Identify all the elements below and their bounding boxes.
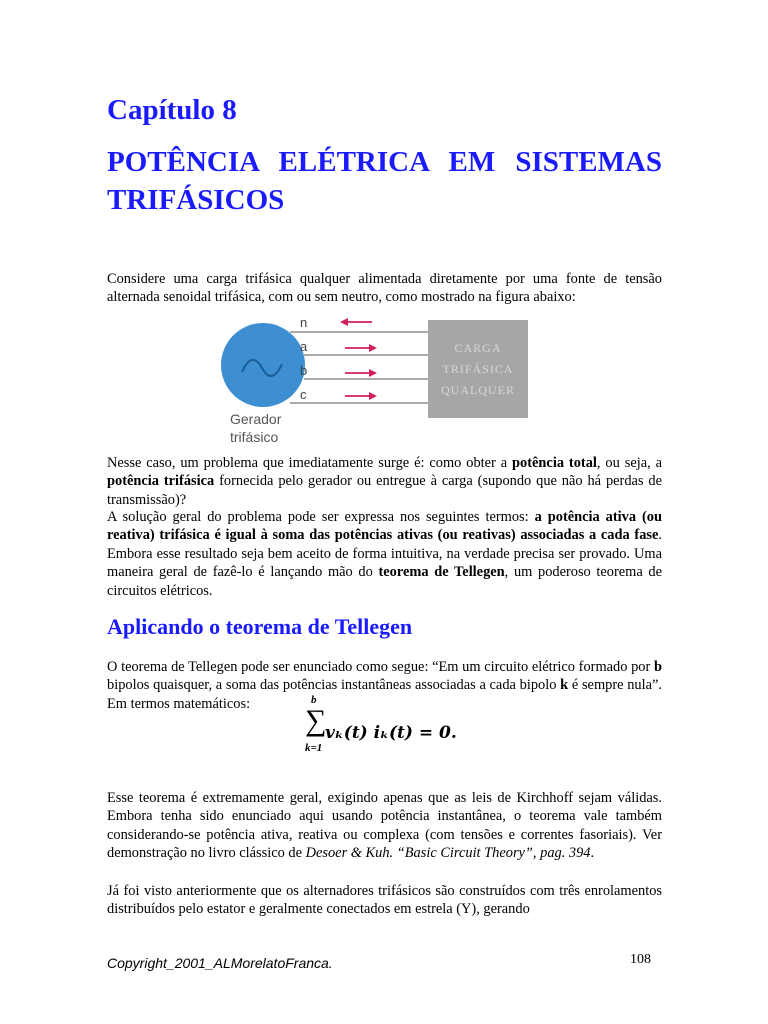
- text-run: Esse teorema é extremamente geral, exigindo apenas que as leis de Kirchhoff sejam válidas. Embora tenha sido enunciado aqui usando potência instantânea, o teorema vale também considerando-se potência ativa, reativa ou complexa (com tensões e correntes fasoriais). Ver demonstração no livro clássico de: [107, 790, 662, 862]
- sum-lower-limit: k=1: [305, 742, 323, 754]
- section-heading: Aplicando o teorema de Tellegen: [107, 614, 413, 639]
- page-number: 108: [630, 952, 651, 967]
- load-label-line1: CARGA: [454, 341, 502, 355]
- generator-label-line1: Gerador: [230, 411, 282, 427]
- bold-term: teorema de Tellegen: [378, 564, 505, 581]
- paragraph-alternadores: Já foi visto anteriormente que os alternadores trifásicos são construídos com três enrolamentos distribuídos pelo estator e geralmente conectados em estrela (Y), gerando: [107, 883, 662, 918]
- text-run: é sempre nula”. Em termos matemáticos:: [107, 677, 662, 712]
- text-run: A solução geral do problema pode ser expressa nos seguintes termos:: [107, 509, 535, 525]
- paragraph-solucao-geral: [107, 508, 662, 600]
- text-run: O teorema de Tellegen pode ser enunciado como segue: “Em um circuito elétrico formado por: [107, 659, 654, 675]
- bold-term: b: [653, 659, 662, 675]
- bold-term: a potência ativa (ou reativa) trifásica é igual à soma das potências ativas (ou reativas) associadas a cada fase: [107, 509, 662, 544]
- chapter-title: POTÊNCIA ELÉTRICA EM SISTEMAS TRIFÁSICOS: [107, 146, 662, 216]
- bold-term: potência trifásica: [107, 473, 215, 490]
- wire-label-c: c: [300, 387, 307, 402]
- wire-label-n: n: [300, 315, 308, 330]
- text-run: bipolos quaisquer, a soma das potências instantâneas associadas a cada bipolo: [107, 677, 561, 694]
- paragraph-potencia-total: [107, 454, 662, 509]
- text-run: fornecida pelo gerador ou entregue à carga (supondo que não há perdas de transmissão)?: [107, 473, 663, 508]
- text-run: Nesse caso, um problema que imediatamente surge é: como obter a: [107, 455, 513, 471]
- wire-label-b: b: [300, 363, 308, 378]
- arrow-c-head-icon: [369, 392, 377, 400]
- book-reference: Desoer & Kuh. “Basic Circuit Theory”, pag. 394: [305, 845, 591, 862]
- wire-label-a: a: [300, 339, 308, 354]
- text-run: .: [590, 845, 595, 862]
- bold-term: potência total: [512, 455, 597, 471]
- bold-term: k: [560, 677, 569, 694]
- text-run: , ou seja, a: [596, 455, 662, 471]
- text-run: . Embora esse resultado seja bem aceito de forma intuitiva, na verdade precisa ser provado. Uma maneira geral de fazê-lo é lançando mão do: [107, 527, 662, 581]
- intro-paragraph: Considere uma carga trifásica qualquer alimentada diretamente por uma fonte de tensão alternada senoidal trifásica, com ou sem neutro, como mostrado na figura abaixo:: [107, 271, 662, 306]
- load-label-line3: QUALQUER: [441, 383, 515, 397]
- load-label-line2: TRIFÁSICA: [442, 362, 514, 376]
- text-run: , um poderoso teorema de circuitos elétricos.: [107, 564, 663, 599]
- equation-body: vₖ(t) iₖ(t) = 0.: [325, 723, 457, 743]
- paragraph-generalidade: [107, 789, 662, 863]
- arrow-b-head-icon: [369, 369, 377, 377]
- three-phase-diagram: [220, 310, 540, 450]
- generator-label-line2: trifásico: [230, 429, 279, 445]
- generator-circle: [221, 323, 308, 407]
- arrow-n-head-icon: [340, 318, 348, 326]
- footer-copyright: Copyright_2001_ALMorelatoFranca.: [107, 955, 333, 971]
- chapter-label: Capítulo 8: [107, 94, 237, 126]
- sigma-symbol: ∑: [305, 704, 327, 737]
- arrow-a-head-icon: [369, 344, 377, 352]
- tellegen-equation: [305, 694, 465, 774]
- sum-upper-limit: b: [311, 694, 317, 706]
